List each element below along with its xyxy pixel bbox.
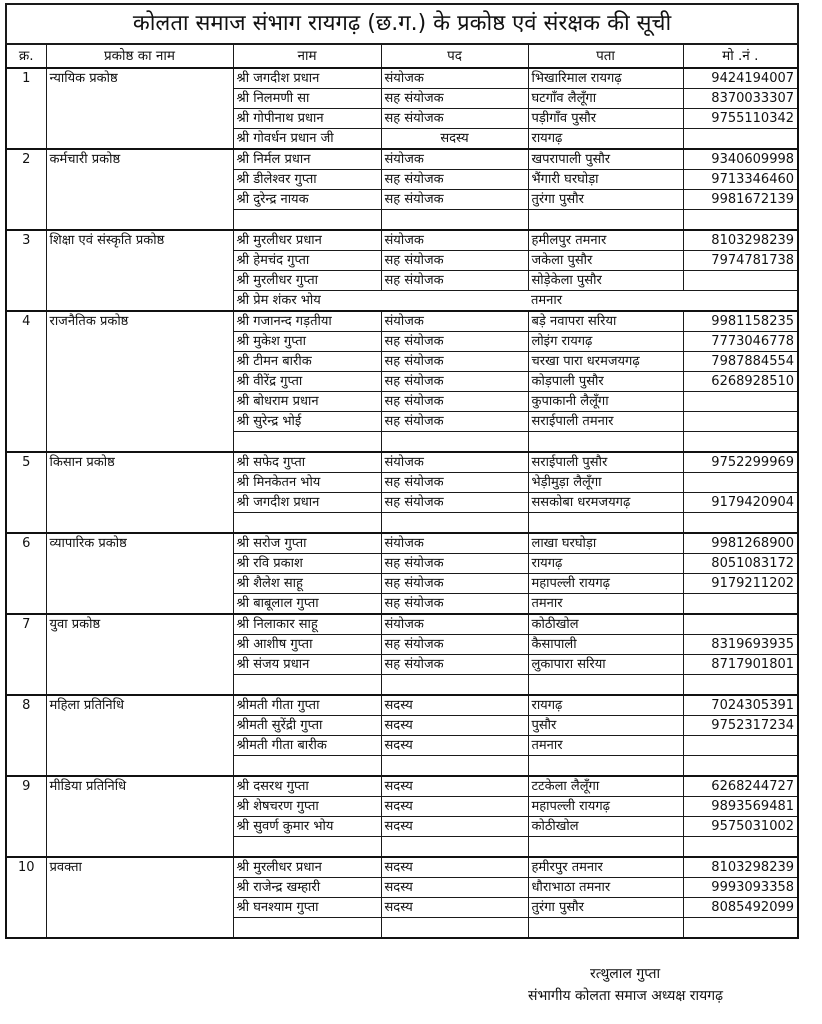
member-mobile: 8370033307: [683, 89, 798, 109]
table-row: [6, 533, 798, 554]
member-post: संयोजक: [381, 230, 528, 251]
member-mobile: 8051083172: [683, 554, 798, 574]
member-address: महापल्ली रायगढ़: [528, 574, 683, 594]
member-mobile: 6268928510: [683, 372, 798, 392]
member-name: श्री टीमन बारीक: [233, 352, 381, 372]
member-name: श्री निर्मल प्रधान: [233, 149, 381, 170]
member-post: संयोजक: [381, 614, 528, 635]
member-address: लोइंग रायगढ़: [528, 332, 683, 352]
member-post: [381, 756, 528, 777]
member-address: टटकेला लैलूँगा: [528, 776, 683, 797]
member-post: सदस्य: [381, 129, 528, 150]
member-name: [233, 432, 381, 453]
member-name: श्रीमती गीता गुप्ता: [233, 695, 381, 716]
member-mobile: [683, 594, 798, 615]
table-row: [6, 695, 798, 716]
member-post: सह संयोजक: [381, 635, 528, 655]
member-mobile: 8103298239: [683, 230, 798, 251]
member-address: जकेला पुसौर: [528, 251, 683, 271]
member-name: श्री शैलेश साहू: [233, 574, 381, 594]
cell-name: न्यायिक प्रकोष्ठ: [46, 68, 233, 149]
member-name: श्री सुवर्ण कुमार भोय: [233, 817, 381, 837]
member-address: महापल्ली रायगढ़: [528, 797, 683, 817]
member-address: सराईपाली पुसौर: [528, 452, 683, 473]
header-serial: क्र.: [6, 44, 46, 68]
member-address: हमीलपुर तमनार: [528, 230, 683, 251]
member-name: श्री जगदीश प्रधान: [233, 493, 381, 513]
member-name: श्री सुरेन्द्र भोई: [233, 412, 381, 432]
member-post: सह संयोजक: [381, 574, 528, 594]
member-name: श्री दसरथ गुप्ता: [233, 776, 381, 797]
member-post: सह संयोजक: [381, 493, 528, 513]
member-name: श्री रवि प्रकाश: [233, 554, 381, 574]
member-address: बड़े नवापरा सरिया: [528, 311, 683, 332]
member-post: [381, 837, 528, 858]
cell-name: राजनैतिक प्रकोष्ठ: [46, 311, 233, 452]
member-post: सदस्य: [381, 817, 528, 837]
member-mobile: [683, 513, 798, 534]
member-address: हमीरपुर तमनार: [528, 857, 683, 878]
member-post: सह संयोजक: [381, 473, 528, 493]
member-name: [233, 756, 381, 777]
member-address: घटगाँव लैलूँगा: [528, 89, 683, 109]
member-post: सह संयोजक: [381, 655, 528, 675]
member-post: संयोजक: [381, 149, 528, 170]
member-mobile: 9179420904: [683, 493, 798, 513]
member-mobile: [683, 837, 798, 858]
member-address: [528, 918, 683, 939]
cell-name: युवा प्रकोष्ठ: [46, 614, 233, 695]
member-list-sheet: [5, 3, 797, 939]
member-post: सह संयोजक: [381, 392, 528, 412]
serial-number: 2: [6, 149, 46, 230]
member-mobile: 9993093358: [683, 878, 798, 898]
member-name: श्री हेमचंद गुप्ता: [233, 251, 381, 271]
member-address: [528, 432, 683, 453]
member-post: संयोजक: [381, 68, 528, 89]
member-name: श्री निलाकार साहू: [233, 614, 381, 635]
table-row: [6, 857, 798, 878]
member-name: श्री शेषचरण गुप्ता: [233, 797, 381, 817]
member-address: कोड़पाली पुसौर: [528, 372, 683, 392]
member-mobile: [683, 918, 798, 939]
member-address: भेड़ीमुड़ा लैलूँगा: [528, 473, 683, 493]
table-row: [6, 776, 798, 797]
member-post: संयोजक: [381, 533, 528, 554]
table-row: [6, 452, 798, 473]
member-mobile: 7974781738: [683, 251, 798, 271]
member-post: सदस्य: [381, 797, 528, 817]
member-address: पड़ीगाँव पुसौर: [528, 109, 683, 129]
member-address: चरखा पारा धरमजयगढ़: [528, 352, 683, 372]
member-name: श्री सरोज गुप्ता: [233, 533, 381, 554]
member-mobile: 9713346460: [683, 170, 798, 190]
signatory-title: संभागीय कोलता समाज अध्यक्ष रायगढ़: [528, 988, 724, 1004]
member-mobile: [683, 271, 798, 291]
member-name: [233, 918, 381, 939]
member-address: खपरापाली पुसौर: [528, 149, 683, 170]
member-name: श्री मुरलीधर गुप्ता: [233, 271, 381, 291]
serial-number: 1: [6, 68, 46, 149]
member-address: कुपाकानी लैलूँगा: [528, 392, 683, 412]
member-mobile: 9575031002: [683, 817, 798, 837]
member-name: श्री डीलेश्वर गुप्ता: [233, 170, 381, 190]
member-mobile: 8085492099: [683, 898, 798, 918]
member-mobile: 9981158235: [683, 311, 798, 332]
member-address: तमनार: [528, 291, 798, 312]
member-post: सह संयोजक: [381, 89, 528, 109]
member-address: कोठीखोल: [528, 817, 683, 837]
table-row: [6, 149, 798, 170]
cell-name: प्रवक्ता: [46, 857, 233, 938]
member-address: रायगढ़: [528, 695, 683, 716]
table-header-row: [6, 44, 798, 68]
member-name: श्री मिनकेतन भोय: [233, 473, 381, 493]
cell-name: शिक्षा एवं संस्कृति प्रकोष्ठ: [46, 230, 233, 311]
cell-name: महिला प्रतिनिधि: [46, 695, 233, 776]
cell-name: किसान प्रकोष्ठ: [46, 452, 233, 533]
table-row: [6, 230, 798, 251]
member-name: श्री गोपीनाथ प्रधान: [233, 109, 381, 129]
member-address: तुरंगा पुसौर: [528, 898, 683, 918]
member-address: तमनार: [528, 594, 683, 615]
serial-number: 10: [6, 857, 46, 938]
member-address: रायगढ़: [528, 554, 683, 574]
member-mobile: 8319693935: [683, 635, 798, 655]
member-mobile: [683, 675, 798, 696]
member-post: [381, 918, 528, 939]
serial-number: 5: [6, 452, 46, 533]
header-name: नाम: [233, 44, 381, 68]
member-name: श्री सफेद गुप्ता: [233, 452, 381, 473]
member-address: [528, 837, 683, 858]
member-mobile: 7773046778: [683, 332, 798, 352]
member-post: सह संयोजक: [381, 412, 528, 432]
member-name: श्री मुकेश गुप्ता: [233, 332, 381, 352]
member-post: सह संयोजक: [381, 251, 528, 271]
member-post: सह संयोजक: [381, 352, 528, 372]
member-post: सदस्य: [381, 878, 528, 898]
serial-number: 6: [6, 533, 46, 614]
member-mobile: 9424194007: [683, 68, 798, 89]
member-name: श्रीमती सुरेंद्री गुप्ता: [233, 716, 381, 736]
member-address: लाखा घरघोड़ा: [528, 533, 683, 554]
member-post: सदस्य: [381, 857, 528, 878]
member-name: श्री वीरेंद्र गुप्ता: [233, 372, 381, 392]
member-name: श्री गोवर्धन प्रधान जी: [233, 129, 381, 150]
member-post: सह संयोजक: [381, 170, 528, 190]
member-post: संयोजक: [381, 311, 528, 332]
member-name: श्री निलमणी सा: [233, 89, 381, 109]
member-mobile: 7987884554: [683, 352, 798, 372]
member-mobile: 9752299969: [683, 452, 798, 473]
member-name: [233, 513, 381, 534]
member-post: सदस्य: [381, 695, 528, 716]
member-mobile: 9981268900: [683, 533, 798, 554]
member-mobile: [683, 432, 798, 453]
serial-number: 3: [6, 230, 46, 311]
cell-name: मीडिया प्रतिनिधि: [46, 776, 233, 857]
member-address: भैंगारी घरघोड़ा: [528, 170, 683, 190]
member-post: सह संयोजक: [381, 109, 528, 129]
member-name: श्री दुरेन्द्र नायक: [233, 190, 381, 210]
member-mobile: 9981672139: [683, 190, 798, 210]
member-address: [528, 756, 683, 777]
serial-number: 7: [6, 614, 46, 695]
member-address: [528, 675, 683, 696]
member-address: लुकापारा सरिया: [528, 655, 683, 675]
cell-members-table: [5, 3, 799, 939]
table-row: [6, 311, 798, 332]
member-post: सदस्य: [381, 898, 528, 918]
member-mobile: [683, 210, 798, 231]
member-mobile: [683, 412, 798, 432]
member-post: सह संयोजक: [381, 190, 528, 210]
member-post: सदस्य: [381, 776, 528, 797]
member-mobile: [683, 392, 798, 412]
member-address: कोठीखोल: [528, 614, 683, 635]
member-name: श्री गजानन्द गड़तीया: [233, 311, 381, 332]
member-name: श्री प्रेम शंकर भोय: [233, 291, 528, 312]
member-post: [381, 513, 528, 534]
member-address: धौराभाठा तमनार: [528, 878, 683, 898]
cell-name: व्यापारिक प्रकोष्ठ: [46, 533, 233, 614]
member-address: [528, 513, 683, 534]
member-address: सराईपाली तमनार: [528, 412, 683, 432]
member-mobile: 9755110342: [683, 109, 798, 129]
cell-name: कर्मचारी प्रकोष्ठ: [46, 149, 233, 230]
member-post: सह संयोजक: [381, 332, 528, 352]
member-address: तमनार: [528, 736, 683, 756]
member-post: सह संयोजक: [381, 554, 528, 574]
header-address: पता: [528, 44, 683, 68]
member-name: [233, 210, 381, 231]
member-name: [233, 837, 381, 858]
member-mobile: [683, 614, 798, 635]
member-mobile: [683, 736, 798, 756]
member-post: सह संयोजक: [381, 594, 528, 615]
table-body: [6, 68, 798, 938]
member-post: सह संयोजक: [381, 372, 528, 392]
serial-number: 8: [6, 695, 46, 776]
member-name: श्रीमती गीता बारीक: [233, 736, 381, 756]
member-mobile: 9893569481: [683, 797, 798, 817]
header-post: पद: [381, 44, 528, 68]
document-title: कोलता समाज संभाग रायगढ़ (छ.ग.) के प्रकोष्ठ एवं संरक्षक की सूची: [6, 4, 798, 44]
member-address: रायगढ़: [528, 129, 683, 150]
member-name: श्री घनश्याम गुप्ता: [233, 898, 381, 918]
table-row: [6, 614, 798, 635]
member-post: संयोजक: [381, 452, 528, 473]
member-mobile: [683, 756, 798, 777]
signatory-name: रत्थुलाल गुप्ता: [590, 966, 661, 982]
member-name: श्री संजय प्रधान: [233, 655, 381, 675]
table-row: [6, 68, 798, 89]
member-mobile: 9179211202: [683, 574, 798, 594]
member-address: कैसापाली: [528, 635, 683, 655]
member-mobile: 9752317234: [683, 716, 798, 736]
member-name: श्री जगदीश प्रधान: [233, 68, 381, 89]
member-mobile: 9340609998: [683, 149, 798, 170]
member-mobile: [683, 473, 798, 493]
member-name: श्री मुरलीधर प्रधान: [233, 230, 381, 251]
member-mobile: 6268244727: [683, 776, 798, 797]
member-mobile: 8103298239: [683, 857, 798, 878]
member-name: श्री मुरलीधर प्रधान: [233, 857, 381, 878]
member-address: सोड़ेकेला पुसौर: [528, 271, 683, 291]
member-post: सह संयोजक: [381, 271, 528, 291]
member-address: पुसौर: [528, 716, 683, 736]
member-post: सदस्य: [381, 736, 528, 756]
member-name: श्री बोधराम प्रधान: [233, 392, 381, 412]
member-mobile: [683, 129, 798, 150]
serial-number: 9: [6, 776, 46, 857]
member-address: ससकोबा धरमजयगढ़: [528, 493, 683, 513]
serial-number: 4: [6, 311, 46, 452]
header-cell-name: प्रकोष्ठ का नाम: [46, 44, 233, 68]
member-post: [381, 432, 528, 453]
member-address: भिखारिमाल रायगढ़: [528, 68, 683, 89]
member-post: सदस्य: [381, 716, 528, 736]
member-mobile: 8717901801: [683, 655, 798, 675]
member-post: [381, 675, 528, 696]
member-name: श्री आशीष गुप्ता: [233, 635, 381, 655]
member-mobile: 7024305391: [683, 695, 798, 716]
member-name: श्री बाबूलाल गुप्ता: [233, 594, 381, 615]
member-name: श्री राजेन्द्र खम्हारी: [233, 878, 381, 898]
header-mobile: मो .नं .: [683, 44, 798, 68]
member-name: [233, 675, 381, 696]
member-address: तुरंगा पुसौर: [528, 190, 683, 210]
member-post: [381, 210, 528, 231]
member-address: [528, 210, 683, 231]
